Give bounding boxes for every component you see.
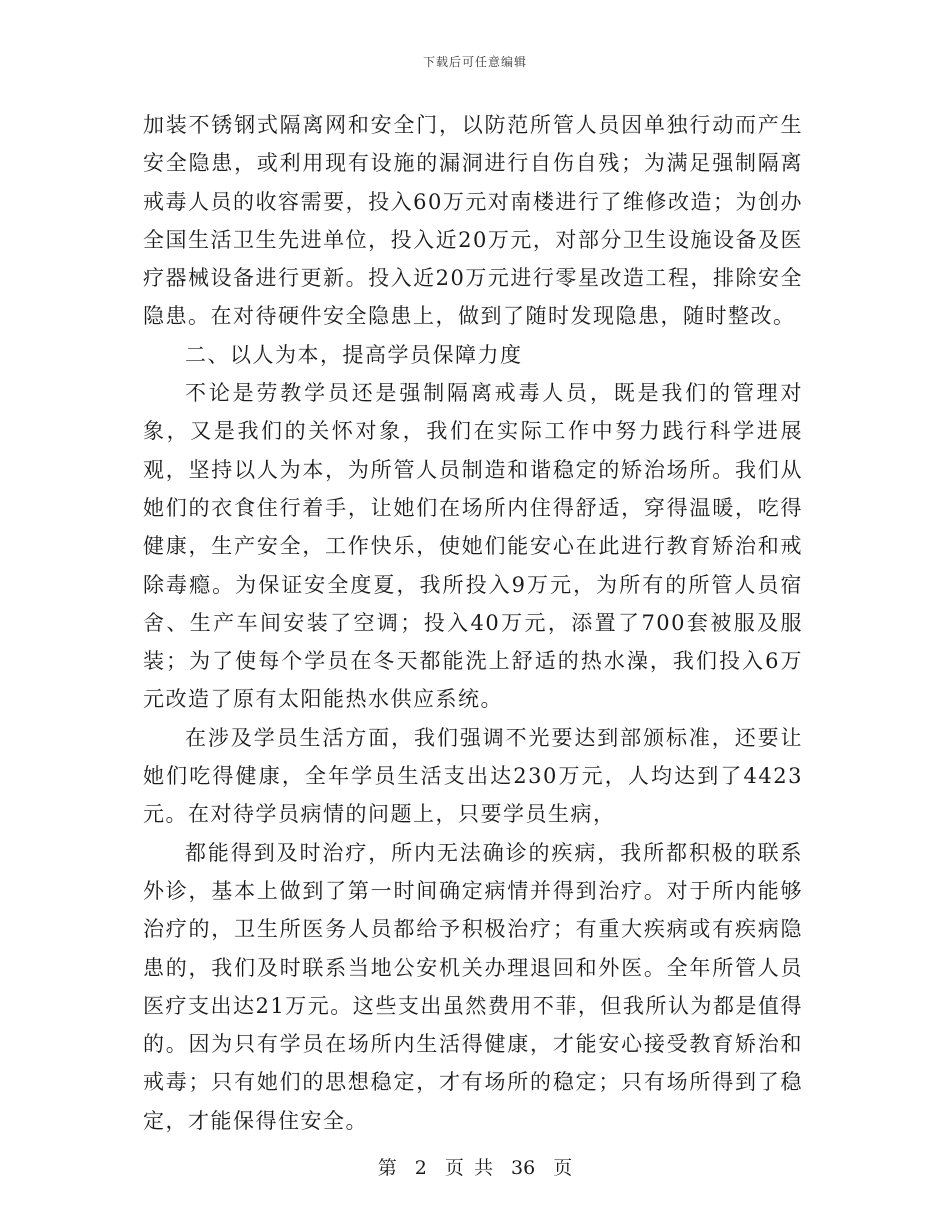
section-heading: 二、以人为本，提高学员保障力度: [185, 342, 523, 367]
footer-total-pages: 36: [511, 1157, 536, 1179]
paragraph-4: 都能得到及时治疗，所内无法确诊的疾病，我所都积极的联系外诊，基本上做到了第一时间确定病情并得到治疗。对于所内能够治疗的，卫生所医务人员都给予积极治疗；有重大疾病或有疾病隐患的，我们及时联系当地公安机关办理退回和外医。全年所管人员医疗支出达21万元。这些支出虽然费用不菲，但我所认为都是值得的。因为只有学员在场所内生活得健康，才能安心接受教育矫治和戒毒；只有她们的思想稳定，才有场所的稳定；只有场所得到了稳定，才能保得住安全。: [143, 840, 803, 1133]
page-header: 下载后可任意编辑: [422, 55, 527, 69]
paragraph-2: 不论是劳教学员还是强制隔离戒毒人员，既是我们的管理对象，又是我们的关怀对象，我们在实际工作中努力践行科学进展观，坚持以人为本，为所管人员制造和谐稳定的矫治场所。我们从她们的衣食住行着手，让她们在场所内住得舒适，穿得温暖，吃得健康，生产安全，工作快乐，使她们能安心在此进行教育矫治和戒除毒瘾。为保证安全度夏，我所投入9万元，为所有的所管人员宿舍、生产车间安装了空调；投入40万元，添置了700套被服及服装；为了使每个学员在冬天都能洗上舒适的热水澡，我们投入6万元改造了原有太阳能热水供应系统。: [143, 381, 803, 712]
page-footer: [0, 1153, 950, 1180]
footer-suffix: 页: [553, 1157, 573, 1179]
body-text: [143, 106, 803, 1140]
footer-middle: 页 共: [444, 1157, 493, 1179]
paragraph-1: 加装不锈钢式隔离网和安全门，以防范所管人员因单独行动而产生安全隐患，或利用现有设施的漏洞进行自伤自残；为满足强制隔离戒毒人员的收容需要，投入60万元对南楼进行了维修改造；为创办全国生活卫生先进单位，投入近20万元，对部分卫生设施设备及医疗器械设备进行更新。投入近20万元进行零星改造工程，排除安全隐患。在对待硬件安全隐患上，做到了随时发现隐患，随时整改。: [143, 113, 803, 329]
footer-prefix: 第: [377, 1157, 397, 1179]
footer-page-number: 2: [414, 1157, 427, 1179]
paragraph-3: 在涉及学员生活方面，我们强调不光要达到部颁标准，还要让她们吃得健康，全年学员生活支出达230万元，人均达到了4423元。在对待学员病情的问题上，只要学员生病，: [143, 725, 803, 827]
